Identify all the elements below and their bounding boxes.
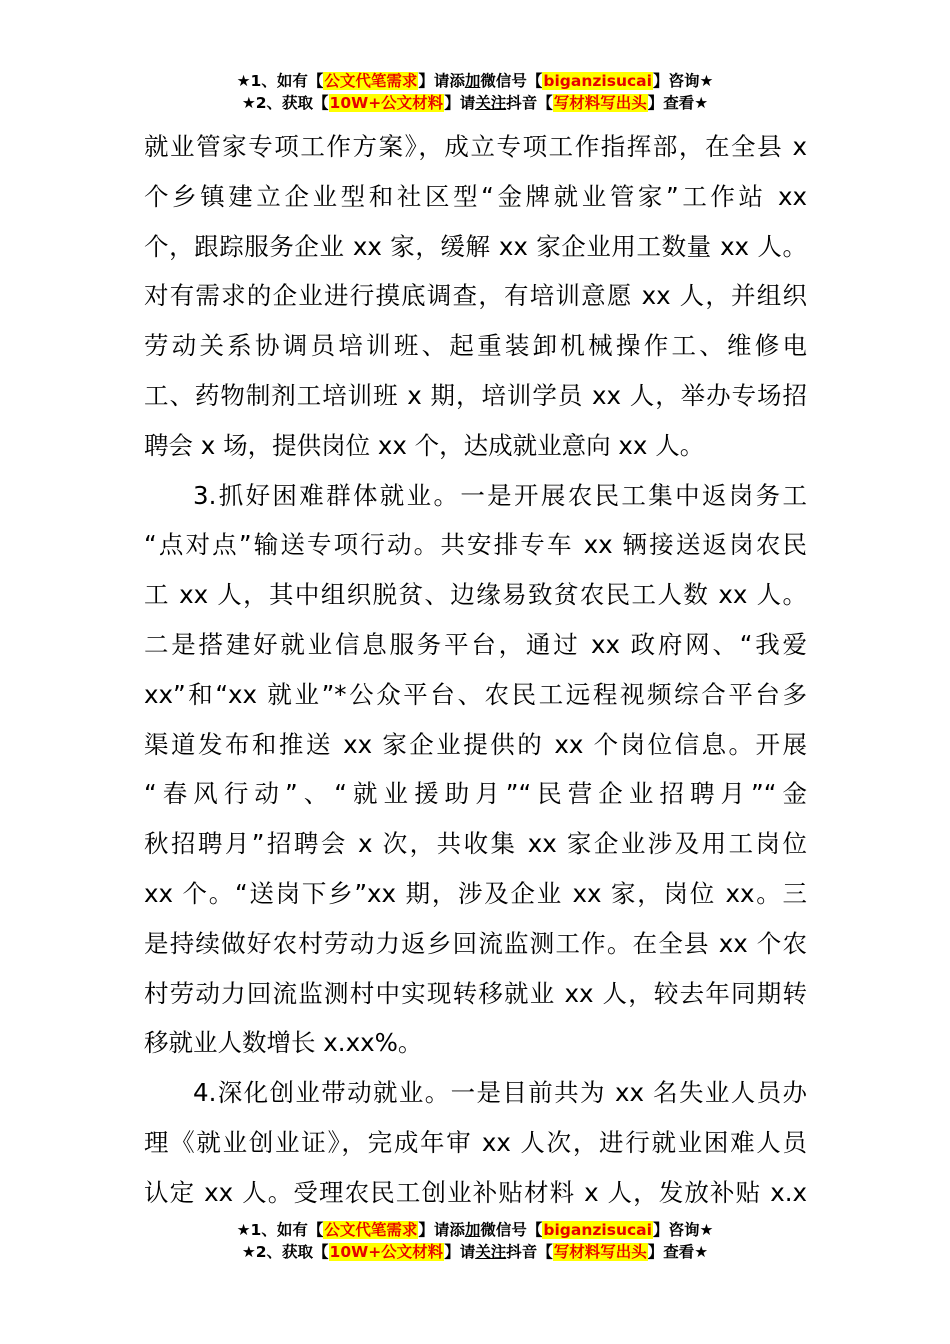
text-line: 认定 xx 人。受理农民工创业补贴材料 x 人，发放补贴 x.x	[144, 1177, 807, 1207]
text-line: xx”和“xx 就业”*公众平台、农民工远程视频综合平台多	[144, 679, 807, 709]
text-line: 秋招聘月”招聘会 x 次，共收集 xx 家企业涉及用工岗位	[144, 829, 807, 859]
text-line: 渠道发布和推送 xx 家企业提供的 xx 个岗位信息。开展	[144, 729, 807, 759]
highlight-wechat-id: biganzisucai	[543, 72, 652, 90]
highlight-service: 公文代笔需求	[324, 1221, 418, 1239]
text-line: 劳动关系协调员培训班、起重装卸机械操作工、维修电	[144, 331, 807, 361]
text-line: 村劳动力回流监测村中实现转移就业 xx 人，较去年同期转	[144, 978, 807, 1008]
text-line: 工、药物制剂工培训班 x 期，培训学员 xx 人，举办专场招	[144, 380, 807, 410]
text-line: “点对点”输送专项行动。共安排专车 xx 辆接送返岗农民	[144, 530, 807, 560]
promo-banner-top	[0, 70, 950, 114]
promo-banner-bottom	[0, 1219, 950, 1263]
text-line: xx 个。“送岗下乡”xx 期，涉及企业 xx 家，岗位 xx。三	[144, 878, 807, 908]
section-heading-line: 3.抓好困难群体就业。一是开展农民工集中返岗务工	[193, 480, 807, 510]
section-heading-line: 4.深化创业带动就业。一是目前共为 xx 名失业人员办	[193, 1078, 807, 1108]
highlight-douyin-account: 写材料写出头	[553, 1243, 647, 1261]
text-line: 就业管家专项工作方案》，成立专项工作指挥部，在全县 x	[144, 132, 807, 161]
highlight-wechat-id: biganzisucai	[543, 1221, 652, 1239]
document-body	[144, 122, 807, 1218]
highlight-materials: 10W+公文材料	[329, 1243, 444, 1261]
text-line: 理《就业创业证》，完成年审 xx 人次，进行就业困难人员	[144, 1127, 807, 1157]
banner-line-2: ★2、获取【10W+公文材料】请关注抖音【写材料写出头】查看★	[241, 1243, 709, 1261]
text-line: “春风行动”、“就业援助月”“民营企业招聘月”“金	[144, 779, 807, 809]
highlight-douyin-account: 写材料写出头	[553, 94, 647, 112]
text-line: 个乡镇建立企业型和社区型“金牌就业管家”工作站 xx	[144, 181, 807, 211]
text-line: 个，跟踪服务企业 xx 家，缓解 xx 家企业用工数量 xx 人。	[144, 231, 807, 261]
banner-line-1: ★1、如有【公文代笔需求】请添加微信号【biganzisucai】咨询★	[236, 1221, 714, 1239]
text-line: 聘会 x 场，提供岗位 xx 个，达成就业意向 xx 人。	[144, 430, 705, 460]
banner-line-1: ★1、如有【公文代笔需求】请添加微信号【biganzisucai】咨询★	[236, 72, 714, 90]
text-line: 是持续做好农村劳动力返乡回流监测工作。在全县 xx 个农	[144, 928, 807, 958]
highlight-service: 公文代笔需求	[324, 72, 418, 90]
highlight-materials: 10W+公文材料	[329, 94, 444, 112]
text-line: 工 xx 人，其中组织脱贫、边缘易致贫农民工人数 xx 人。	[144, 580, 807, 610]
text-line: 移就业人数增长 x.xx%。	[144, 1028, 423, 1058]
banner-line-2: ★2、获取【10W+公文材料】请关注抖音【写材料写出头】查看★	[241, 94, 709, 112]
text-line: 对有需求的企业进行摸底调查，有培训意愿 xx 人，并组织	[144, 281, 807, 311]
text-line: 二是搭建好就业信息服务平台，通过 xx 政府网、“我爱	[144, 629, 807, 659]
